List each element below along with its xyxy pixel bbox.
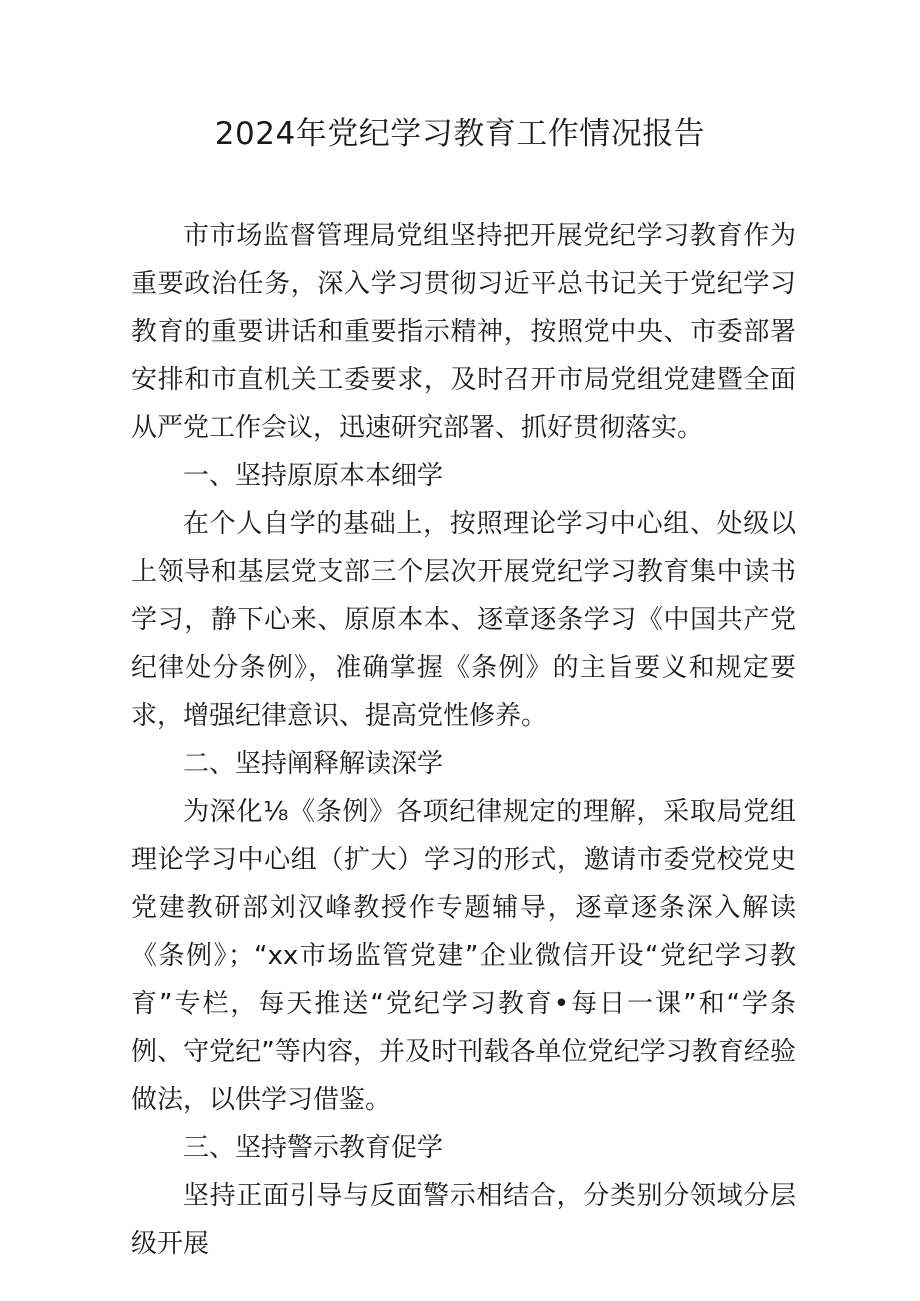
section-heading-1: 一、坚持原原本本细学 <box>183 461 444 491</box>
section-1-paragraph: 在个人自学的基础上，按照理论学习中心组、处级以上领导和基层党支部三个层次开展党纪学习教育集中读书学习，静下心来、原原本本、逐章逐条学习《中国共产党纪律处分条例》，准确掌握《条例》的主旨要义和规定要求，增强纪律意识、提高党性修养。 <box>131 509 796 731</box>
section-heading-3: 三、坚持警示教育促学 <box>183 1133 444 1163</box>
section-heading-2: 二、坚持阐释解读深学 <box>183 749 444 779</box>
intro-paragraph: 市市场监督管理局党组坚持把开展党纪学习教育作为重要政治任务，深入学习贯彻习近平总书记关于党纪学习教育的重要讲话和重要指示精神，按照党中央、市委部署安排和市直机关工委要求，及时召开市局党组党建暨全面从严党工作会议，迅速研究部署、抓好贯彻落实。 <box>131 221 796 443</box>
section-2-paragraph: 为深化⅛《条例》各项纪律规定的理解，采取局党组理论学习中心组（扩大）学习的形式，邀请市委党校党史党建教研部刘汉峰教授作专题辅导，逐章逐条深入解读《条例》；“xx市场监管党建”企业微信开设“党纪学习教育”专栏，每天推送“党纪学习教育•每日一课”和“学条例、守党纪”等内容，并及时刊载各单位党纪学习教育经验做法，以供学习借鉴。 <box>131 797 796 1115</box>
document-body <box>131 212 796 1268</box>
document-title: 2024年党纪学习教育工作情况报告 <box>214 116 706 152</box>
section-3-paragraph: 坚持正面引导与反面警示相结合，分类别分领域分层级开展 <box>131 1181 796 1259</box>
